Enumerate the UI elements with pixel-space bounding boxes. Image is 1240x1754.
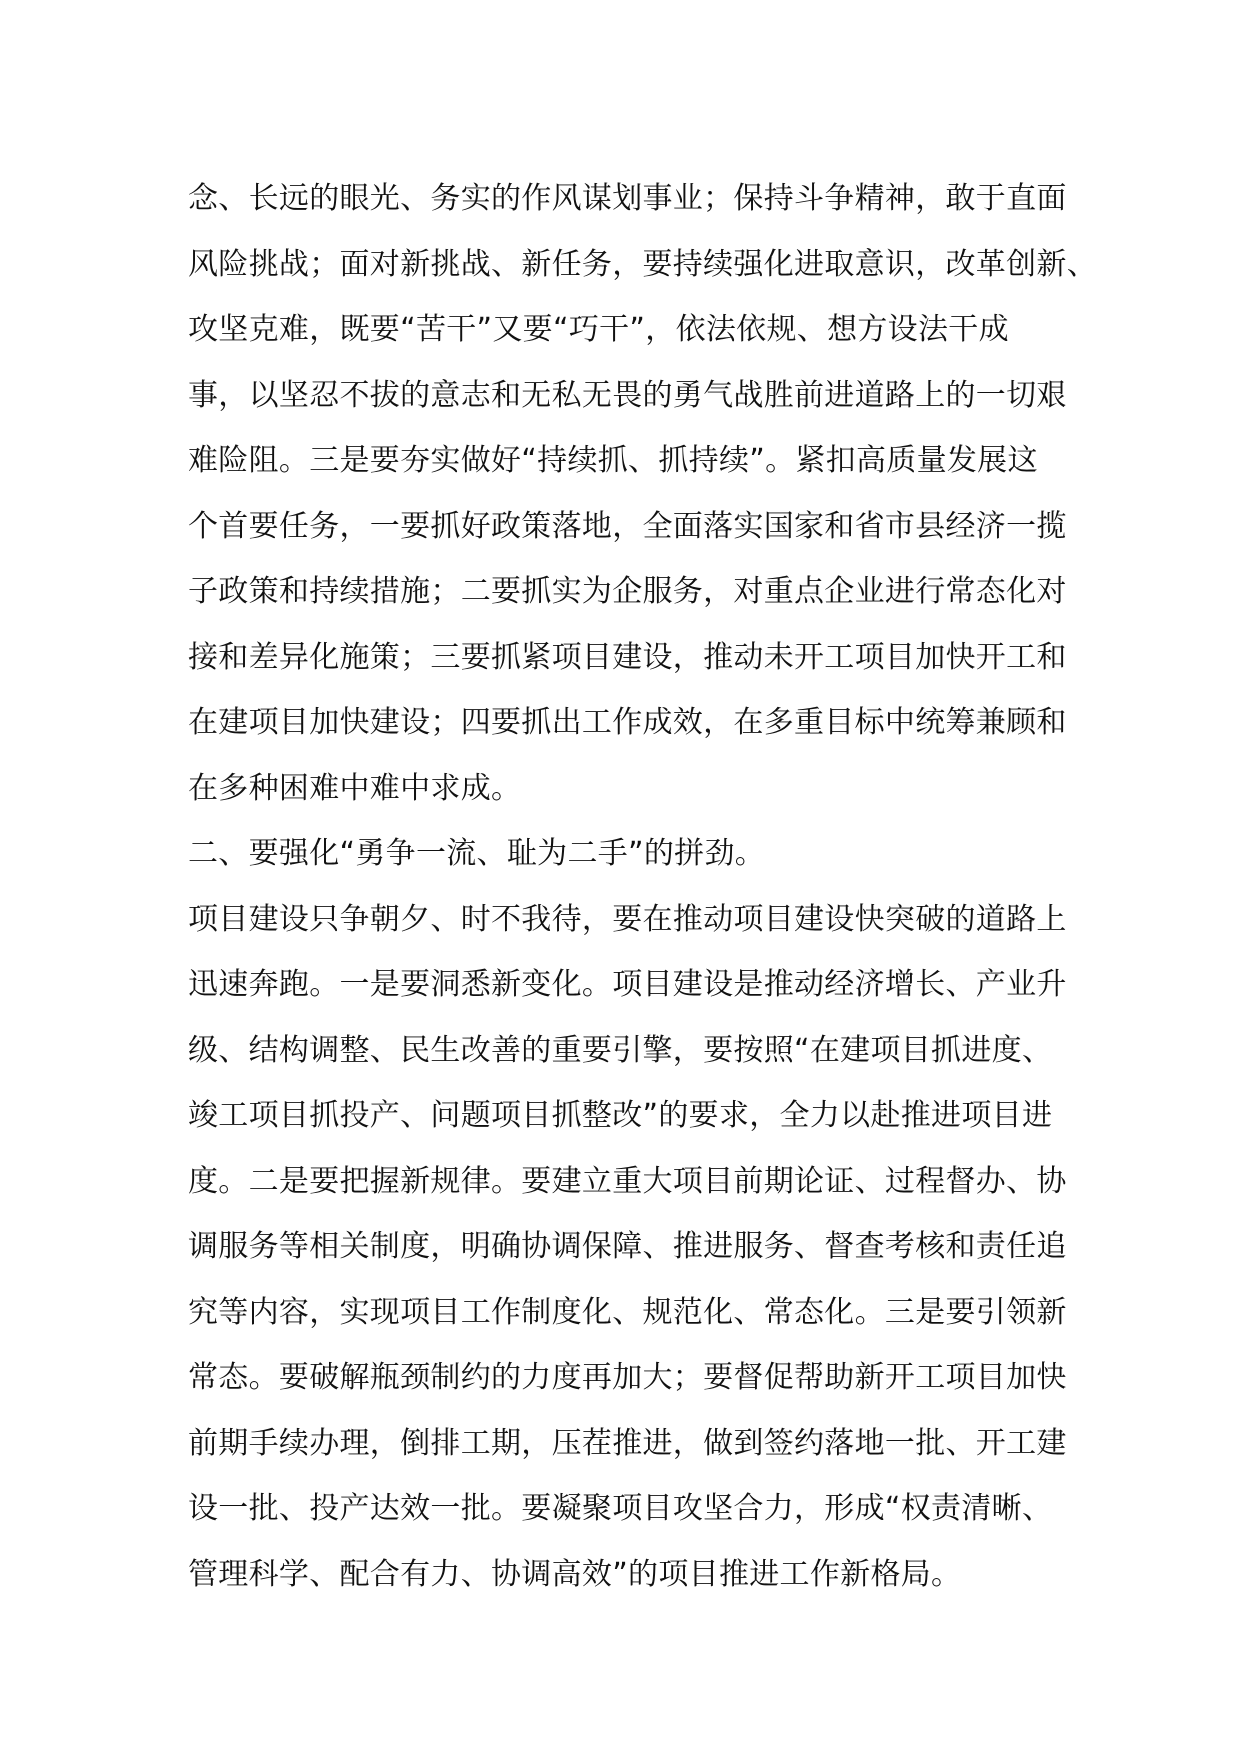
text-line: 念、长远的眼光、务实的作风谋划事业；保持斗争精神，敢于直面 [188, 181, 1067, 216]
text-line: 项目建设只争朝夕、时不我待，要在推动项目建设快突破的道路上 [188, 901, 1067, 937]
text-line: 究等内容，实现项目工作制度化、规范化、常态化。三是要引领新 [188, 1294, 1067, 1330]
text-line: 设一批、投产达效一批。要凝聚项目攻坚合力，形成“权责清晰、 [188, 1491, 1053, 1526]
text-line: 子政策和持续措施；二要抓实为企服务，对重点企业进行常态化对 [188, 574, 1067, 609]
text-line: 竣工项目抓投产、问题项目抓整改”的要求，全力以赴推进项目进 [188, 1098, 1053, 1133]
text-line: 调服务等相关制度，明确协调保障、推进服务、督查考核和责任追 [188, 1229, 1067, 1264]
text-line: 管理科学、配合有力、协调高效”的项目推进工作新格局。 [188, 1556, 962, 1592]
text-line: 级、结构调整、民生改善的重要引擎，要按照“在建项目抓进度、 [188, 1032, 1053, 1068]
text-line: 接和差异化施策；三要抓紧项目建设，推动未开工项目加快开工和 [188, 639, 1067, 675]
text-line: 在建项目加快建设；四要抓出工作成效，在多重目标中统筹兼顾和 [188, 705, 1067, 740]
body-text [188, 166, 1097, 1607]
text-line: 在多种困难中难中求成。 [188, 770, 522, 806]
text-line: 前期手续办理，倒排工期，压茬推进，做到签约落地一批、开工建 [188, 1425, 1067, 1461]
text-line: 攻坚克难，既要“苦干”又要“巧干”，依法依规、想方设法干成 [188, 312, 1009, 347]
text-line: 难险阻。三是要夯实做好“持续抓、抓持续”。紧扣高质量发展这 [188, 443, 1038, 478]
text-line: 事，以坚忍不拔的意志和无私无畏的勇气战胜前进道路上的一切艰 [188, 377, 1067, 413]
text-line: 个首要任务，一要抓好政策落地，全面落实国家和省市县经济一揽 [188, 508, 1067, 544]
text-line: 常态。要破解瓶颈制约的力度再加大；要督促帮助新开工项目加快 [188, 1360, 1067, 1395]
text-line: 迅速奔跑。一是要洞悉新变化。项目建设是推动经济增长、产业升 [188, 967, 1067, 1002]
text-line: 风险挑战；面对新挑战、新任务，要持续强化进取意识，改革创新、 [188, 246, 1097, 282]
section-heading: 二、要强化“勇争一流、耻为二手”的拼劲。 [188, 836, 766, 871]
text-line: 度。二是要把握新规律。要建立重大项目前期论证、过程督办、协 [188, 1163, 1067, 1199]
